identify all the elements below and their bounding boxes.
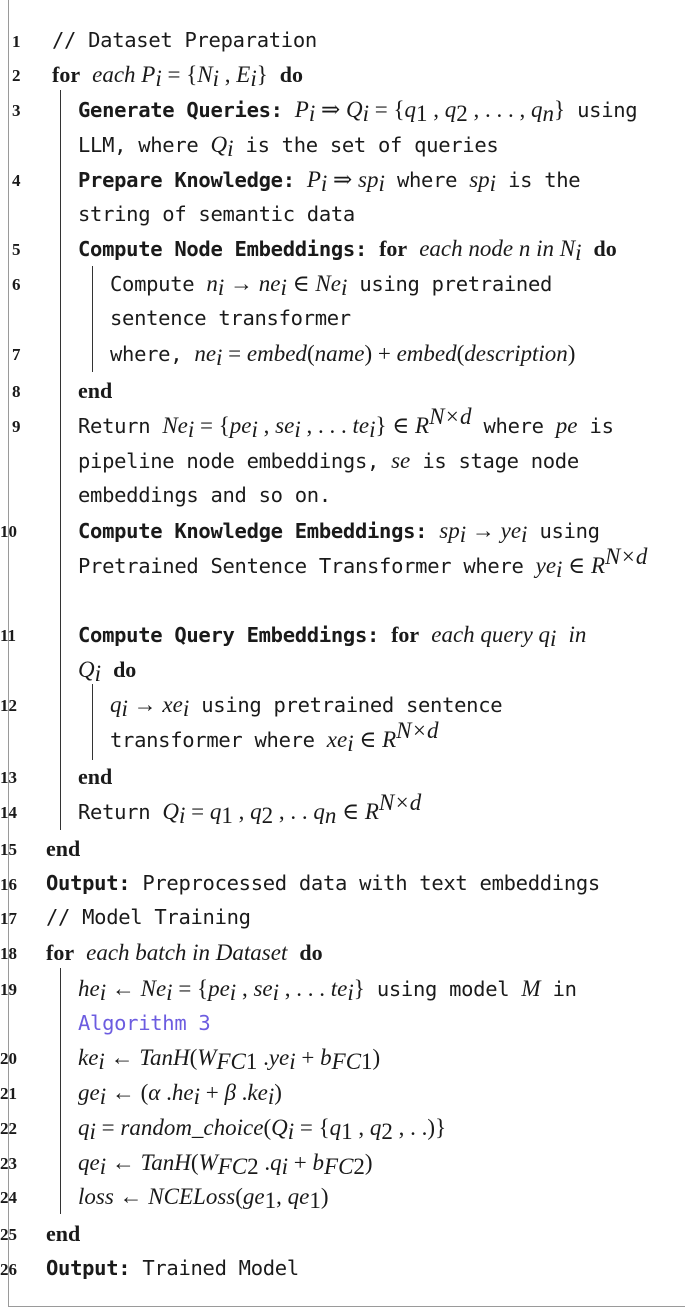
in-text: in xyxy=(552,977,577,1001)
kw-end: end xyxy=(46,1221,81,1246)
line-number: 8 xyxy=(12,382,21,401)
algo-line-11b: $Q_i$ do xyxy=(78,657,137,686)
compute-node-label: Compute Node Embeddings: xyxy=(78,237,368,261)
algo-line-11: Compute Query Embeddings: for each query $q_i$ in xyxy=(78,622,587,651)
algo-line-10b: Pretrained Sentence Transformer where $ye_i$ ∈ $R^{N\times d}$ xyxy=(78,544,648,582)
generate-queries-label: Generate Queries: xyxy=(78,98,283,122)
return-text: Return xyxy=(78,800,151,824)
algo-line-6b xyxy=(110,306,351,330)
using-text: using xyxy=(539,519,600,543)
in-word: in xyxy=(568,622,587,647)
algo-line-21: $ge_i$ ← (α $.he_i + \beta$ $.ke_i$) xyxy=(78,1080,282,1109)
algorithm-3-link[interactable]: Algorithm 3 xyxy=(78,1011,211,1035)
using-pretrained: using pretrained xyxy=(359,272,553,296)
kw-do: do xyxy=(299,940,323,965)
algo-line-12: $q_i \to xe_i$ using pretrained sentence xyxy=(110,692,503,721)
transformer-where: transformer where xyxy=(110,728,315,752)
algo-line-17 xyxy=(46,905,251,929)
using-pretrained-sentence: using pretrained sentence xyxy=(201,693,503,717)
return-line2b: is stage node xyxy=(422,449,579,473)
line-number: 21 xyxy=(0,1084,17,1103)
return-text: Return xyxy=(78,414,151,438)
kw-for: for xyxy=(46,940,75,965)
algo-line-1 xyxy=(52,28,317,52)
return-line2: pipeline node embeddings, xyxy=(78,449,380,473)
algo-line-12b: transformer where $xe_i$ ∈ $R^{N\times d}$ xyxy=(110,718,439,756)
kw-do: do xyxy=(113,657,137,682)
algo-line-14: Return $Q_i = q_1$ , $q_2$ , . . $q_n$ ∈ $R^{N\times d}$ xyxy=(78,790,422,828)
generate-queries-cont: LLM, where xyxy=(78,133,199,157)
algo-line-9c xyxy=(78,483,331,507)
algo-line-18 xyxy=(46,940,323,966)
prepare-where: where xyxy=(396,168,458,192)
algo-line-26 xyxy=(46,1256,299,1280)
line-number: 3 xyxy=(12,101,21,120)
pretrained-transformer-where: Pretrained Sentence Transformer where xyxy=(78,554,524,578)
generate-queries-tail: is the set of queries xyxy=(245,133,499,157)
kw-for: for xyxy=(391,622,420,647)
algo-line-9: Return $Ne_i = \{pe_i$ , $se_i$ , . . . $te_i$} ∈ $R^{N\times d}$ where pe is xyxy=(78,404,614,442)
kw-end: end xyxy=(78,378,113,403)
kw-do: do xyxy=(593,236,617,261)
kw-for: for xyxy=(379,236,408,261)
line-number: 9 xyxy=(12,417,21,436)
each-query-text: each query q xyxy=(431,622,551,647)
compute-query-label: Compute Query Embeddings: xyxy=(78,623,380,647)
compute-text: Compute xyxy=(110,272,195,296)
line-number: 15 xyxy=(0,840,17,859)
line-number: 6 xyxy=(12,275,21,294)
sentence-transformer: sentence transformer xyxy=(110,306,351,330)
prepare-knowledge-label: Prepare Knowledge: xyxy=(78,168,295,192)
compute-knowledge-label: Compute Knowledge Embeddings: xyxy=(78,519,428,543)
return-where: where xyxy=(483,414,544,438)
kw-end: end xyxy=(46,836,81,861)
algo-line-22: $q_i$ = $random\_choice(Q_i = \{q_1$ , $q_2$ , . .)} xyxy=(78,1115,447,1144)
line-number: 19 xyxy=(0,980,17,999)
comment-training: // Model Training xyxy=(46,905,251,929)
algo-line-25 xyxy=(46,1221,80,1247)
algo-line-4: Prepare Knowledge: $P_i$ ⇒ $sp_i$ where $sp_i$ is the xyxy=(78,167,581,196)
algo-line-4b xyxy=(78,202,355,226)
return-is: is xyxy=(589,414,614,438)
return-line3: embeddings and so on. xyxy=(78,483,331,507)
algorithm-frame xyxy=(8,0,685,1307)
for-block-bar xyxy=(60,90,61,830)
line-number: 24 xyxy=(0,1188,17,1207)
line-number: 18 xyxy=(0,944,17,963)
algo-line-2: for each $P_i = \{N_i$ , $E_i$} do xyxy=(52,62,304,91)
model-M: M xyxy=(521,976,541,1001)
line-number: 1 xyxy=(12,32,21,51)
line-number: 14 xyxy=(0,803,17,822)
algo-line-24: loss ← $NCELoss(ge_1$, $qe_1$) xyxy=(78,1184,329,1213)
algo-line-20: $ke_i$ ← $TanH(W_{FC1}$ $.ye_i + b_{FC1}$) xyxy=(78,1045,381,1074)
line-number: 25 xyxy=(0,1225,17,1244)
output2-text: Trained Model xyxy=(142,1256,299,1280)
each-batch-text: each batch in Dataset xyxy=(86,940,288,965)
kw-end: end xyxy=(78,764,113,789)
line-number: 7 xyxy=(12,345,21,364)
output-label: Output: xyxy=(46,1256,131,1280)
line-number: 2 xyxy=(12,66,21,85)
using-model: using model xyxy=(376,977,510,1001)
where-comma: where, xyxy=(110,342,183,366)
algo-line-3b: LLM, where $Q_i$ is the set of queries xyxy=(78,132,499,161)
line-number: 12 xyxy=(0,696,17,715)
line-number: 10 xyxy=(0,522,17,541)
line-number: 13 xyxy=(0,768,17,787)
prepare-tail: is the xyxy=(508,168,581,192)
kw-do: do xyxy=(279,62,304,87)
output1-text: Preprocessed data with text embeddings xyxy=(142,871,600,895)
algo-line-16 xyxy=(46,871,600,895)
algo-line-3: Generate Queries: $P_i$ ⇒ $Q_i = \{q_1$ , $q_2$ , . . . , $q_n$} using xyxy=(78,97,638,126)
line-number: 16 xyxy=(0,875,17,894)
line-number: 11 xyxy=(0,626,17,645)
node-loop-bar xyxy=(92,266,93,372)
line-number: 20 xyxy=(0,1049,17,1068)
algo-line-8 xyxy=(78,378,112,404)
algo-line-23: $qe_i$ ← $TanH(W_{FC2}$ $.q_i + b_{FC2}$) xyxy=(78,1150,373,1179)
algo-line-15 xyxy=(46,836,80,862)
line-number: 26 xyxy=(0,1260,17,1279)
algo-line-10: Compute Knowledge Embeddings: $sp_i \to ye_i$ using xyxy=(78,518,600,547)
algo-line-13 xyxy=(78,764,112,790)
algo-line-9b: pipeline node embeddings, se is stage node xyxy=(78,448,579,473)
comment-dataset: // Dataset Preparation xyxy=(52,28,317,52)
prepare-line2: string of semantic data xyxy=(78,202,355,226)
each-node-text: each node n in N xyxy=(419,236,576,261)
line-number: 22 xyxy=(0,1119,17,1138)
line-number: 5 xyxy=(12,240,21,259)
query-loop-bar xyxy=(92,684,93,760)
line-number: 23 xyxy=(0,1154,17,1173)
algo-line-5: Compute Node Embeddings: for each node n in $N_i$ do xyxy=(78,236,617,265)
line-number: 17 xyxy=(0,909,17,928)
training-loop-bar xyxy=(60,968,61,1214)
output-label: Output: xyxy=(46,871,131,895)
line-number: 4 xyxy=(12,171,21,190)
for-each-text: each P xyxy=(92,62,156,87)
algo-line-19: $he_i$ ← $Ne_i = \{pe_i$ , $se_i$ , . . . $te_i$} using model M in xyxy=(78,976,577,1005)
kw-for: for xyxy=(52,62,81,87)
algo-line-7: where, $ne_i$ = embed(name) + embed(description) xyxy=(110,341,576,370)
algo-line-6: Compute $n_i \to ne_i$ ∈ $Ne_i$ using pretrained xyxy=(110,271,553,300)
algo-line-19b xyxy=(78,1011,210,1035)
